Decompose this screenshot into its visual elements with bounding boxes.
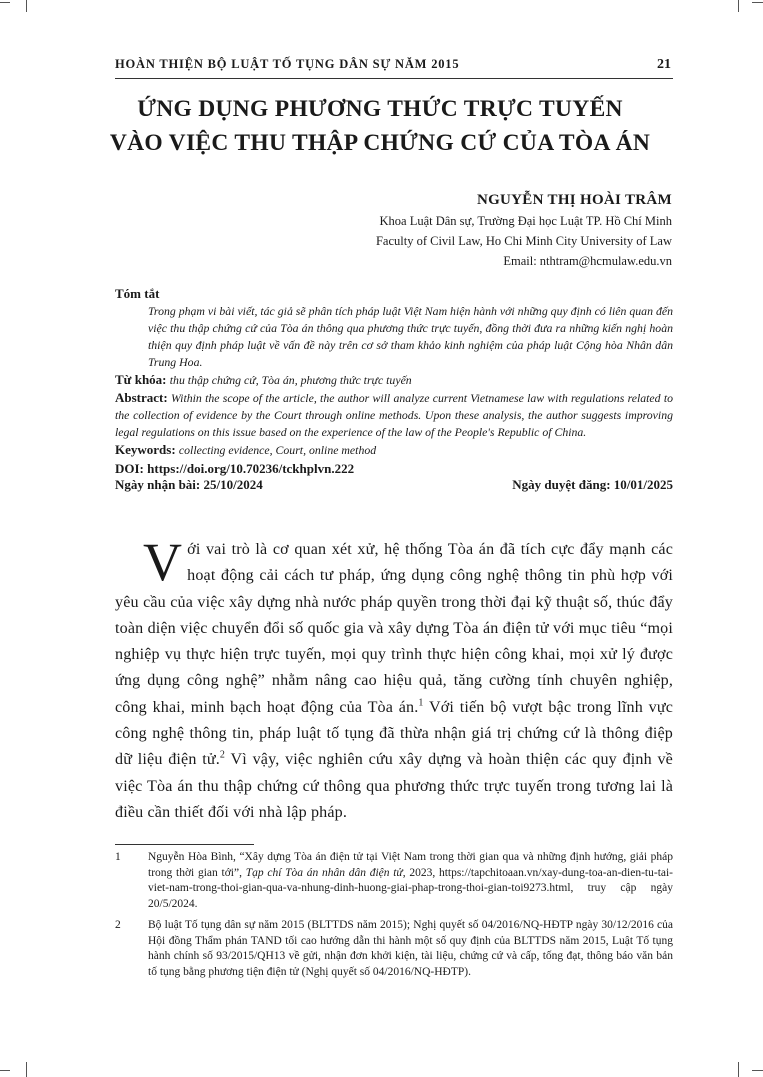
footnote-ref-1[interactable]: 1 (418, 697, 424, 709)
abstract-text-vi: Trong phạm vi bài viết, tác giả sẽ phân tích pháp luật Việt Nam hiện hành với những quy định có liên quan đến việc thu thập chứng cứ của Tòa án thông qua phương thức trực tuyến, đồng thời đưa ra những kiến nghị hoàn thiện quy định pháp luật về vấn đề này trên cơ sở tham khảo kinh nghiệm của pháp luật Cộng hòa Nhân dân Trung Hoa. (148, 303, 673, 369)
footnote-text (148, 850, 673, 912)
footnote (115, 850, 673, 912)
crop-mark-bottom-right-v (738, 1062, 739, 1077)
footnote-number: 1 (115, 851, 121, 863)
footnote-number: 2 (115, 919, 121, 931)
article-title (100, 92, 660, 160)
crop-mark-top-right-v (738, 0, 739, 12)
title-line-2: VÀO VIỆC THU THẬP CHỨNG CỨ CỦA TÒA ÁN (109, 130, 651, 156)
abstract-en-label: Abstract: (115, 390, 168, 405)
crop-mark-top-left (0, 2, 10, 3)
footnote-text (148, 918, 673, 980)
running-head-title: HOÀN THIỆN BỘ LUẬT TỐ TỤNG DÂN SỰ NĂM 2015 (115, 57, 460, 71)
crop-mark-bottom-left-v (26, 1062, 27, 1077)
title-line-1: ỨNG DỤNG PHƯƠNG THỨC TRỰC TUYẾN (137, 96, 623, 122)
keywords-vi-label: Từ khóa: (115, 371, 167, 387)
keywords-vi-text: thu thập chứng cứ, Tòa án, phương thức trực tuyến (169, 372, 412, 387)
abstract-heading: Tóm tắt (115, 286, 160, 301)
footnotes (115, 850, 673, 986)
body-text-part-2: Với tiến bộ vượt bậc trong lĩnh vực công nghệ thông tin, pháp luật tố tụng đã thừa nhận giá trị chứng cứ là thông điệp dữ liệu điện tử. (115, 698, 673, 769)
received-date: Ngày nhận bài: 25/10/2024 (115, 477, 263, 492)
footnote-url[interactable]: , 2023, https://tapchitoaan.vn/xay-dung-toa-an-dien-tu-tai-viet-nam-trong-thoi-gian-qua-va-nhung-dinh-huong-giai-phap-trong-thoi-gian-toi9273.html, truy cập ngày 20/5/2024. (148, 866, 674, 910)
keywords-en (115, 441, 673, 460)
crop-mark-top-right (752, 2, 763, 3)
footnote-ref-2[interactable]: 2 (219, 750, 226, 762)
body-text-part-3: Vì vậy, việc nghiên cứu xây dựng và hoàn thiện các quy định về việc Tòa án thu thập chứng cứ thông qua phương thức trực tuyến trong tương lai là điều cần thiết đối với nhà lập pháp. (115, 751, 673, 821)
doi-link[interactable]: DOI: https://doi.org/10.70236/tckhplvn.222 (115, 460, 355, 476)
body-paragraph (115, 532, 673, 826)
keywords-en-text: collecting evidence, Court, online method (178, 443, 377, 457)
abstract-en (115, 389, 673, 441)
affiliation-vi: Khoa Luật Dân sự, Trường Đại học Luật TP. Hồ Chí Minh (379, 214, 672, 228)
crop-mark-bottom-left (0, 1070, 10, 1071)
accepted-date: Ngày duyệt đăng: 10/01/2025 (512, 477, 673, 492)
author-email: Email: nthtram@hcmulaw.edu.vn (503, 254, 672, 268)
footnote-text-part: Bộ luật Tố tụng dân sự năm 2015 (BLTTDS năm 2015); Nghị quyết số 04/2016/NQ-HĐTP ngày 30/12/2016 của Hội đồng Thẩm phán TAND tối cao hướng dẫn thi hành một số quy định của BLTTDS năm 2015, Luật Tố tụng hành chính số 93/2015/QH13 về gửi, nhận đơn khởi kiện, tài liệu, chứng cứ và cấp, tống đạt, thông báo văn bản tố tụng bằng phương tiện điện tử (Nghị quyết số 04/2016/NQ-HĐTP). (148, 919, 673, 978)
crop-mark-top-left-v (26, 0, 27, 12)
body-text-part-1: ới vai trò là cơ quan xét xử, hệ thống Tòa án đã tích cực đẩy mạnh các hoạt động cải cách tư pháp, ứng dụng công nghệ thông tin phù hợp với yêu cầu của việc xây dựng nhà nước pháp quyền trong thời đại kỹ thuật số, thúc đẩy toàn diện việc chuyển đổi số quốc gia và xây dựng Tòa án điện tử với mục tiêu “mọi nghiệp vụ thực hiện trực tuyến, mọi quy trình thực hiện công khai, mọi xử lý được ứng dụng công nghệ” nhằm nâng cao hiệu quả, tăng cường tính chuyên nghiệp, công khai, minh bạch hoạt động của Tòa án. (115, 541, 673, 716)
running-head (115, 57, 671, 72)
footnote-text-part: Nguyễn Hòa Bình, “Xây dựng Tòa án điện tử tại Việt Nam trong thời gian qua và những định hướng, giải pháp trong thời gian tới”, (148, 851, 673, 879)
affiliation-en: Faculty of Civil Law, Ho Chi Minh City University of Law (375, 234, 672, 248)
footnote (115, 918, 673, 980)
footnote-rule (115, 844, 254, 845)
drop-cap: V (143, 532, 183, 592)
header-rule (115, 78, 673, 79)
page-number: 21 (657, 57, 671, 72)
abstract-block (115, 285, 673, 495)
keywords-en-label: Keywords: (115, 442, 176, 457)
crop-mark-bottom-right (752, 1070, 763, 1071)
dates-row (115, 477, 673, 495)
author-name: NGUYỄN THỊ HOÀI TRÂM (476, 192, 672, 208)
author-block (376, 189, 672, 271)
footnote-journal: Tạp chí Tòa án nhân dân điện tử (245, 866, 403, 879)
abstract-en-text: Within the scope of the article, the author will analyze current Vietnamese law with regulations related to the collection of evidence by the Court through online methods. Upon these analysis, the author suggests improving legal regulations on this issue based on the experience of the law of the People's Republic of China. (115, 391, 673, 439)
keywords-vi (115, 371, 673, 390)
